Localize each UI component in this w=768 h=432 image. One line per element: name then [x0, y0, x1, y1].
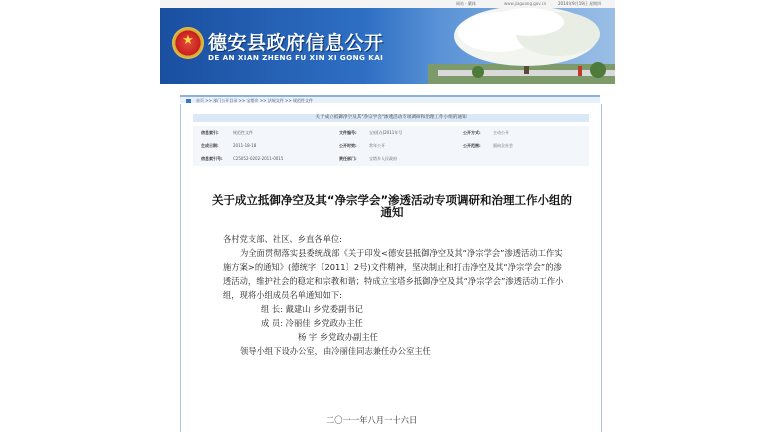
salutation: 各村党支部、社区、乡直各单位: [223, 234, 342, 244]
meta-table [193, 126, 589, 166]
meta-key: 公开时效: [339, 143, 357, 148]
meta-value: 规范性文件 [233, 130, 253, 135]
breadcrumb-text[interactable]: 首页 >> 部门公开目录 >> 宝塔乡 >> 法规文件 >> 规范性文件 [196, 98, 313, 103]
site-banner [160, 8, 615, 84]
meta-key: 信息索引: [201, 130, 219, 135]
meta-value: C25052-0202-2011-0015 [233, 156, 284, 161]
meta-key: 公开方式: [463, 130, 481, 135]
meta-key: 公开范围: [463, 143, 481, 148]
site-url: www.jiaguang.gov.cn [504, 1, 547, 6]
meta-key: 生成日期: [201, 143, 219, 148]
body-paragraph: 为全面贯彻落实县委统战部《关于印发<德安县抵御净空及其“净宗学会”渗透活动工作实施方案>的通知》(德统字〔2011〕2号)文件精神，坚决制止和打击净空及其“净宗学会”的渗透活动，维护社会的稳定和宗教和谐；特成立宝塔乡抵御净空及其“净宗学会”渗透活动工作小组，现将小组成员名单通知如下: [223, 248, 564, 300]
tree-photo [428, 8, 615, 84]
top-links[interactable]: 网站 · 繁体 [456, 1, 476, 6]
breadcrumb-icon [186, 99, 191, 103]
meta-key: 责任部门: [339, 156, 357, 161]
document-title: 关于成立抵御净空及其“净宗学会”渗透活动专项调研和治理工作小组的通知 [211, 193, 573, 219]
current-date: 2014年9月19日 星期四 [558, 1, 602, 6]
site-title: 德安县政府信息公开 [208, 32, 384, 54]
meta-header: 关于成立抵御净空及其"净宗学会"渗透活动专项调研和治理工作小组的通知 [193, 114, 589, 122]
meta-value: 2011-18-18 [233, 143, 257, 148]
document-body [223, 232, 569, 358]
page [160, 0, 615, 432]
office-note: 领导小组下设办公室，由冷丽佳同志兼任办公室主任 [240, 346, 431, 356]
group-member: 成 员: 冷丽佳 乡党政办主任 [261, 318, 363, 328]
group-member: 杨 宇 乡党政办副主任 [298, 332, 378, 342]
document-date: 二〇一一年八月一十六日 [326, 415, 418, 425]
top-bar [160, 0, 615, 8]
national-emblem-icon: ★ [172, 27, 204, 59]
meta-value: 面向全社会 [493, 143, 513, 148]
group-leader: 组 长: 戴建山 乡党委副书记 [261, 304, 363, 314]
site-title-pinyin: DE AN XIAN ZHENG FU XIN XI GONG KAI [208, 53, 384, 62]
meta-value: 宝塔乡人民政府 [369, 156, 397, 161]
breadcrumb [180, 95, 600, 103]
meta-key: 信息索引号: [201, 156, 223, 161]
meta-key: 文件编号: [339, 130, 357, 135]
content-panel [180, 104, 602, 432]
meta-value: 常年公开 [369, 143, 385, 148]
meta-value: 宝府[办]2011年号 [369, 130, 403, 135]
meta-value: 主动公开 [493, 130, 509, 135]
